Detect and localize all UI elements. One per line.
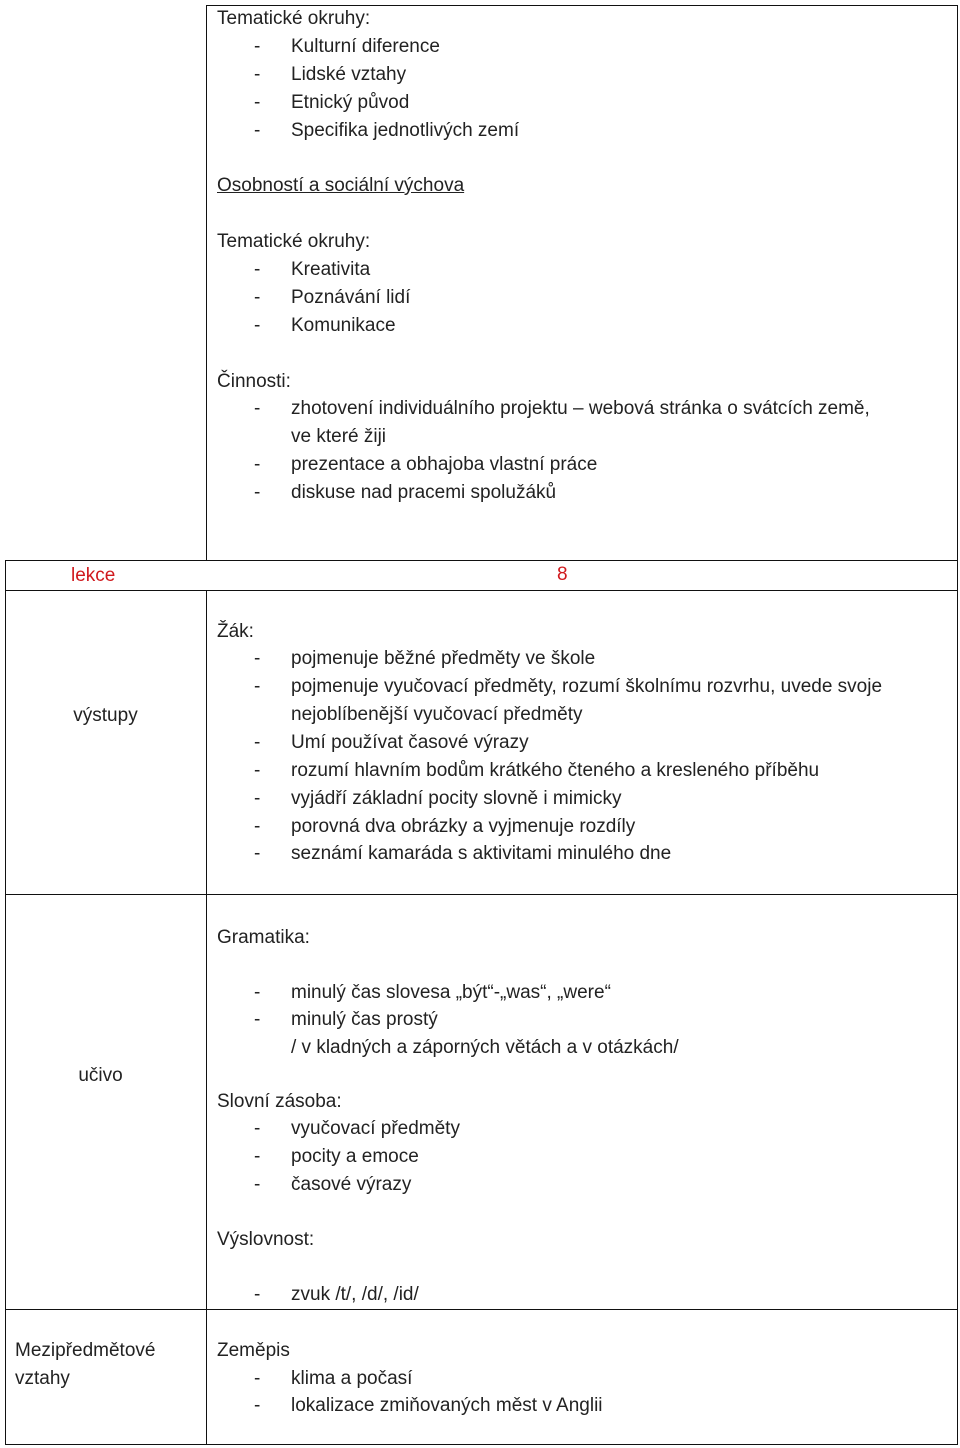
- list-item: Kulturní diference: [291, 36, 440, 57]
- list-item: Poznávání lidí: [291, 287, 411, 308]
- list-item: pojmenuje vyučovací předměty, rozumí školnímu rozvrhu, uvede svoje: [291, 676, 883, 697]
- bullet: -: [254, 36, 261, 57]
- subject-heading: Zeměpis: [217, 1340, 290, 1361]
- pronunciation-heading: Výslovnost:: [217, 1229, 315, 1250]
- bullet: -: [254, 1174, 261, 1195]
- bullet: -: [254, 1118, 261, 1139]
- bullet: -: [254, 788, 261, 809]
- bullet: -: [254, 676, 261, 697]
- list-item: zvuk /t/, /d/, /id/: [291, 1284, 419, 1305]
- table-border-top: [206, 5, 957, 6]
- bullet: -: [254, 843, 261, 864]
- grammar-heading: Gramatika:: [217, 927, 310, 948]
- list-item: pocity a emoce: [291, 1146, 419, 1167]
- bullet: -: [254, 1146, 261, 1167]
- list-item: porovná dva obrázky a vyjmenuje rozdíly: [291, 816, 636, 837]
- bullet: -: [254, 454, 261, 475]
- list-item: klima a počasí: [291, 1368, 413, 1389]
- outputs-label: výstupy: [73, 705, 138, 726]
- bullet: -: [254, 315, 261, 336]
- bullet: -: [254, 120, 261, 141]
- curriculum-label: učivo: [78, 1065, 123, 1086]
- themes-heading: Tematické okruhy:: [217, 8, 371, 29]
- column-divider: [206, 590, 207, 1445]
- activities-heading: Činnosti:: [217, 371, 291, 392]
- bullet: -: [254, 398, 261, 419]
- table-border-bottom: [5, 1444, 957, 1445]
- list-item: seznámí kamaráda s aktivitami minulého dne: [291, 843, 672, 864]
- list-item: časové výrazy: [291, 1174, 412, 1195]
- row-divider-lesson-top: [5, 560, 957, 561]
- row-divider-curriculum-bottom: [5, 1309, 957, 1310]
- cross-curricular-label: Mezipředmětové: [15, 1340, 156, 1361]
- row-divider-lesson-bottom: [5, 590, 957, 591]
- bullet: -: [254, 648, 261, 669]
- bullet: -: [254, 1368, 261, 1389]
- row-divider-outputs-bottom: [5, 894, 957, 895]
- list-item: Komunikace: [291, 315, 396, 336]
- cross-curricular-label-line2: vztahy: [15, 1368, 70, 1389]
- list-item-continuation: nejoblíbenější vyučovací předměty: [291, 704, 583, 725]
- bullet: -: [254, 982, 261, 1003]
- list-item: minulý čas slovesa „být“-„was“, „were“: [291, 982, 611, 1003]
- table-border-left: [5, 560, 6, 1445]
- bullet: -: [254, 732, 261, 753]
- bullet: -: [254, 287, 261, 308]
- bullet: -: [254, 259, 261, 280]
- list-item: Lidské vztahy: [291, 64, 407, 85]
- column-divider-top: [206, 5, 207, 560]
- list-item: rozumí hlavním bodům krátkého čteného a kresleného příběhu: [291, 760, 820, 781]
- list-item: zhotovení individuálního projektu – webová stránka o svátcích země,: [291, 398, 870, 419]
- themes2-heading: Tematické okruhy:: [217, 231, 371, 252]
- vocab-heading: Slovní zásoba:: [217, 1091, 342, 1112]
- list-item: prezentace a obhajoba vlastní práce: [291, 454, 598, 475]
- list-item: Umí používat časové výrazy: [291, 732, 529, 753]
- bullet: -: [254, 760, 261, 781]
- lesson-number: 8: [557, 564, 568, 585]
- list-item: diskuse nad pracemi spolužáků: [291, 482, 557, 503]
- bullet: -: [254, 816, 261, 837]
- list-item: pojmenuje běžné předměty ve škole: [291, 648, 596, 669]
- list-item-continuation: / v kladných a záporných větách a v otázkách/: [291, 1037, 679, 1058]
- list-item: vyučovací předměty: [291, 1118, 460, 1139]
- lesson-label: lekce: [71, 565, 116, 586]
- personal-education-heading: Osobností a sociální výchova: [217, 175, 465, 196]
- list-item: minulý čas prostý: [291, 1009, 438, 1030]
- list-item: Kreativita: [291, 259, 371, 280]
- list-item: vyjádří základní pocity slovně i mimicky: [291, 788, 622, 809]
- list-item-continuation: ve které žiji: [291, 426, 387, 447]
- list-item: Specifika jednotlivých zemí: [291, 120, 520, 141]
- student-heading: Žák:: [217, 621, 254, 642]
- bullet: -: [254, 92, 261, 113]
- list-item: Etnický původ: [291, 92, 410, 113]
- table-border-right: [957, 5, 958, 1445]
- bullet: -: [254, 482, 261, 503]
- bullet: -: [254, 1284, 261, 1305]
- list-item: lokalizace zmiňovaných měst v Anglii: [291, 1395, 603, 1416]
- bullet: -: [254, 1395, 261, 1416]
- bullet: -: [254, 1009, 261, 1030]
- bullet: -: [254, 64, 261, 85]
